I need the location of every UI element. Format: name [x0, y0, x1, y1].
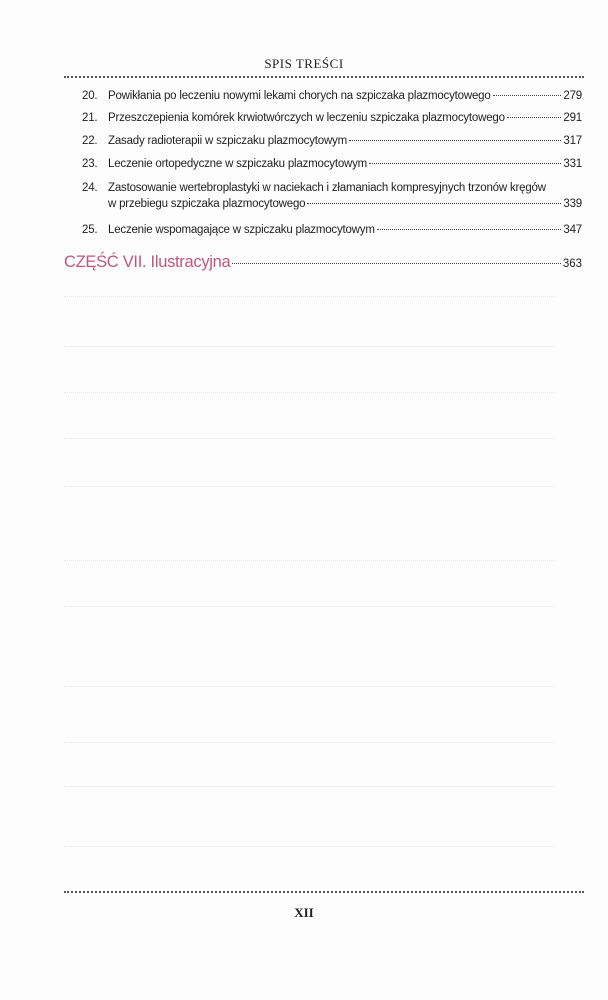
chapter-number: 21. [82, 112, 98, 124]
dot-leader [507, 117, 562, 118]
chapter-title: Przeszczepienia komórek krwiotwórczych w leczeniu szpiczaka plazmocytowego [108, 112, 505, 124]
show-through-line [64, 686, 554, 687]
running-header: SPIS TREŚCI [264, 56, 344, 71]
show-through-line [64, 438, 554, 439]
chapter-title: Leczenie ortopedyczne w szpiczaku plazmocytowym [108, 158, 368, 170]
show-through-line [64, 742, 554, 743]
chapter-title: Powikłania po leczeniu nowymi lekami chorych na szpiczaka plazmocytowego [108, 90, 491, 102]
chapter-title: Leczenie wspomagające w szpiczaku plazmocytowym [108, 224, 375, 236]
show-through-line [64, 560, 554, 561]
toc-part-heading[interactable] [64, 253, 582, 272]
chapter-title-continued: w przebiegu szpiczaka plazmocytowego [108, 198, 306, 210]
page-number: 363 [562, 258, 582, 270]
dot-leader [349, 140, 561, 141]
top-dotted-rule [64, 76, 584, 78]
chapter-number: 22. [82, 135, 98, 147]
part-title: CZĘŚĆ VII. Ilustracyjna [64, 253, 231, 271]
page-folio: XII [294, 905, 314, 920]
page-number: 331 [563, 158, 582, 170]
show-through-line [64, 346, 554, 347]
chapter-number: 23. [82, 158, 98, 170]
dot-leader [493, 95, 562, 96]
show-through-line [64, 392, 554, 393]
page-number: 347 [563, 224, 582, 236]
page-number: 279 [563, 90, 582, 102]
show-through-line [64, 846, 554, 847]
chapter-title: Zastosowanie wertebroplastyki w naciekach i złamaniach kompresyjnych trzonów kręgów [108, 182, 546, 194]
dot-leader [377, 229, 562, 230]
dot-leader [232, 263, 560, 264]
page-number: 291 [563, 112, 582, 124]
show-through-line [64, 486, 554, 487]
chapter-number: 24. [82, 182, 98, 194]
chapter-number: 20. [82, 90, 98, 102]
page-number: 339 [563, 198, 582, 210]
page-number: 317 [563, 135, 582, 147]
dot-leader [369, 163, 561, 164]
dot-leader [307, 203, 561, 204]
chapter-number: 25. [82, 224, 98, 236]
show-through-line [64, 296, 554, 297]
chapter-title: Zasady radioterapii w szpiczaku plazmocytowym [108, 135, 347, 147]
show-through-line [64, 606, 554, 607]
bottom-dotted-rule [64, 891, 584, 893]
show-through-line [64, 786, 554, 787]
